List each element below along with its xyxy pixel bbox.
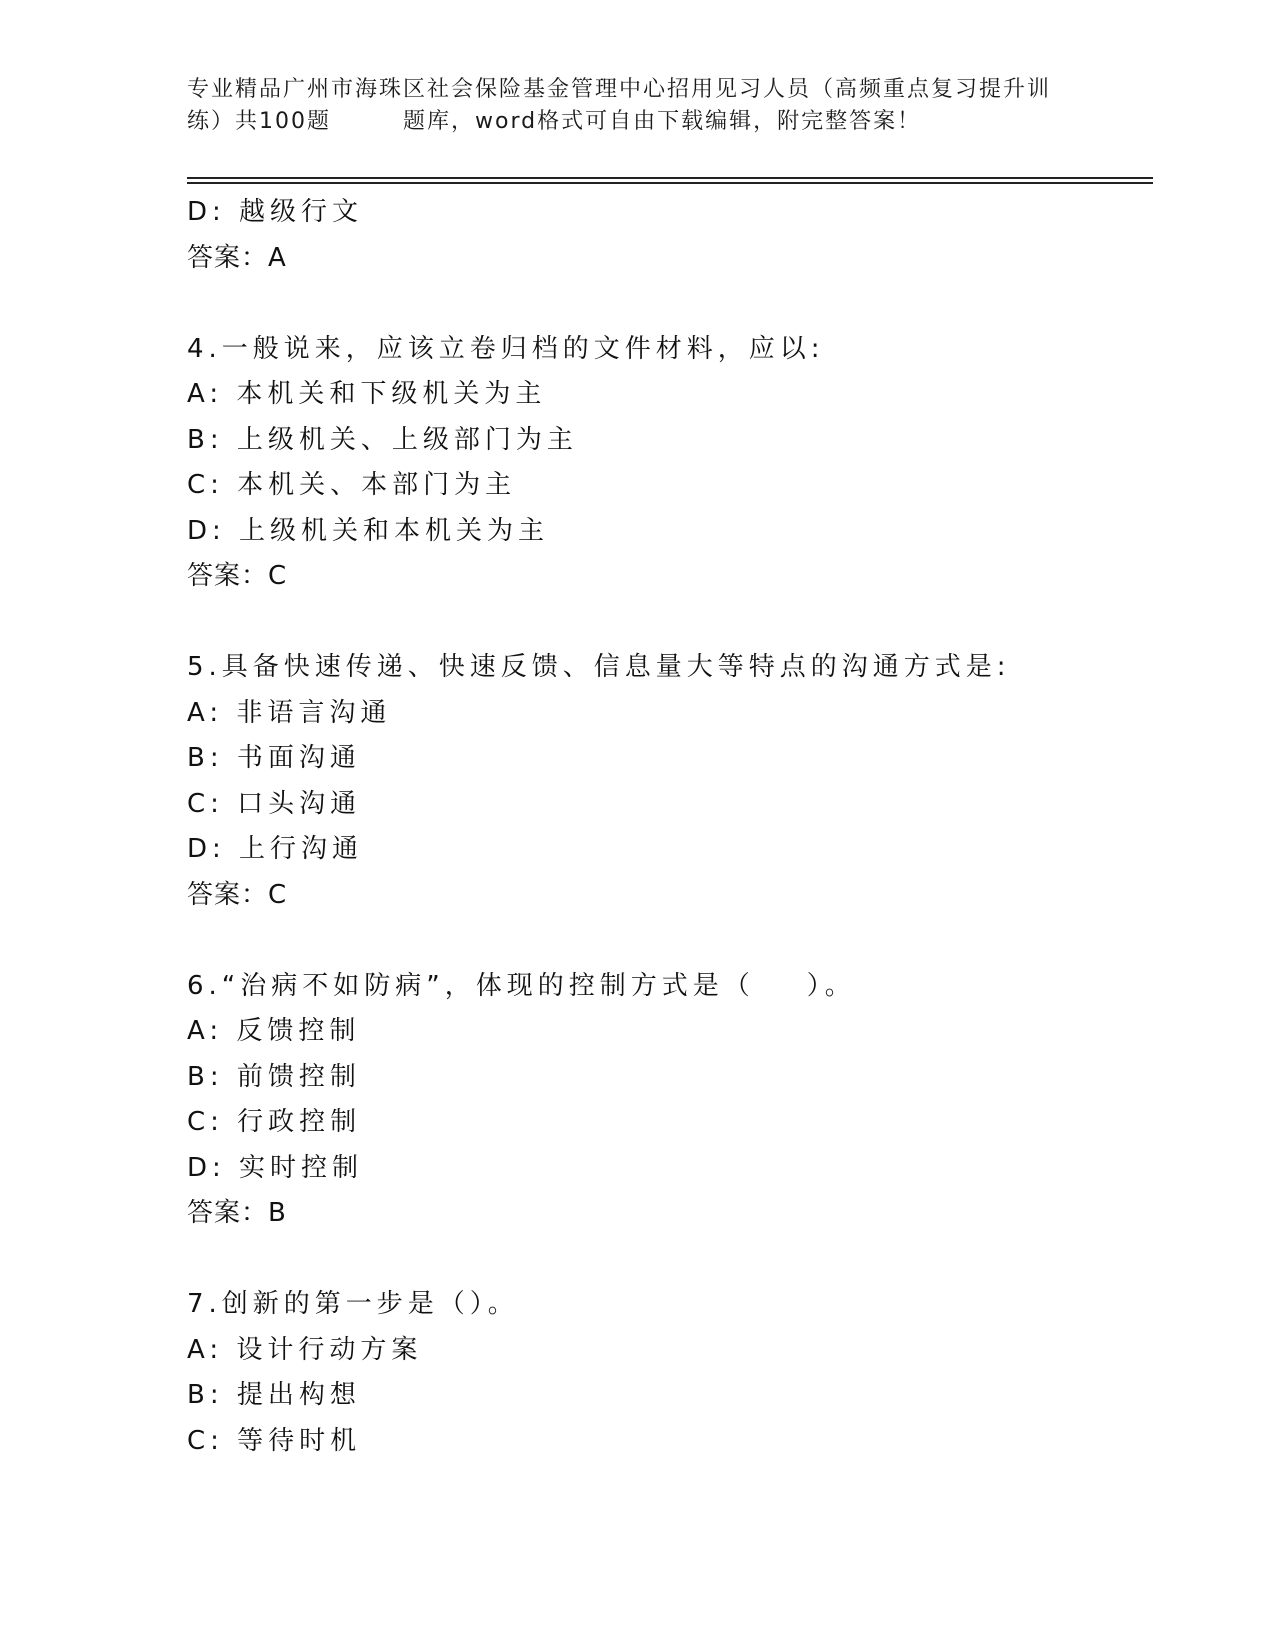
option-b: B: 上级机关、上级部门为主 [187,424,578,455]
option-b: B: 前馈控制 [187,1061,361,1092]
question-list [187,190,1153,1464]
option-d: D: 上行沟通 [187,834,364,864]
question-stem-start: 6.“治病不如防病”，体现的控制方式是（ [187,970,755,1001]
question-4 [187,327,1153,600]
option-c: C: 行政控制 [187,1107,362,1137]
question-6 [187,964,1153,1237]
question-7 [187,1282,1153,1464]
option-a: A: 非语言沟通 [187,697,392,728]
header-divider-bottom [187,182,1153,184]
option-d: D: 越级行文 [187,197,364,227]
header-title-line-2-end: 题库，word格式可自由下载编辑，附完整答案！ [403,109,922,134]
header-title-line-1: 专业精品广州市海珠区社会保险基金管理中心招用见习人员（高频重点复习提升训 [187,77,1052,102]
option-b: B: 书面沟通 [187,743,361,773]
option-b: B: 提出构想 [187,1380,361,1410]
header-title-line-2 [187,106,1087,138]
question-5 [187,645,1153,918]
option-c: C: 本机关、本部门为主 [187,470,517,500]
option-a: A: 反馈控制 [187,1016,361,1046]
header-divider-top [187,177,1153,179]
question-spacer [187,600,1153,646]
option-c: C: 口头沟通 [187,788,362,819]
header-title-line-2-start: 练）共100题 [187,109,331,134]
answer: 答案：C [187,879,288,910]
document-header [187,74,1087,138]
option-d: D: 上级机关和本机关为主 [187,515,550,546]
question-3-partial [187,190,1153,281]
option-a: A: 设计行动方案 [187,1334,423,1365]
question-stem: 7.创新的第一步是（）。 [187,1289,519,1319]
question-spacer [187,1237,1153,1283]
option-a: A: 本机关和下级机关为主 [187,379,547,409]
question-stem: 4.一般说来，应该立卷归档的文件材料，应以: [187,333,825,364]
question-stem: 5.具备快速传递、快速反馈、信息量大等特点的沟通方式是: [187,652,1011,682]
answer: 答案：B [187,1198,287,1228]
question-spacer [187,281,1153,327]
option-c: C: 等待时机 [187,1425,362,1456]
answer: 答案：A [187,242,287,273]
question-spacer [187,918,1153,964]
option-d: D: 实时控制 [187,1152,364,1183]
question-stem-end: ）。 [806,970,856,1001]
answer: 答案：C [187,561,288,591]
question-stem [187,964,1153,1010]
